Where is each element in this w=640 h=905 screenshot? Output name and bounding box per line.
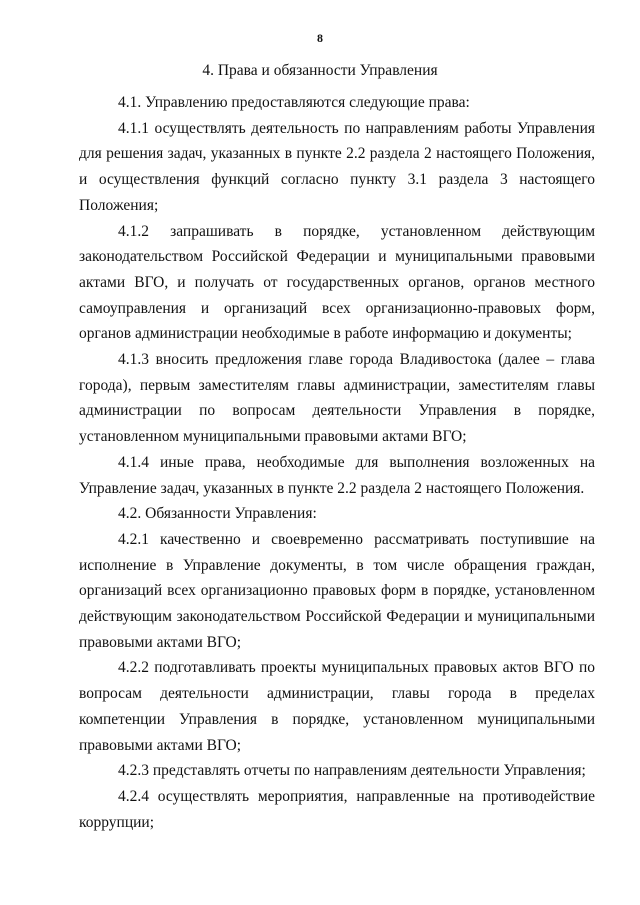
- paragraph-4-1-1: 4.1.1 осуществлять деятельность по направлениям работы Управления для решения задач, указанных в пункте 2.2 раздела 2 настоящего Положения, и осуществления функций согласно пункту 3.1 раздела 3 настоящего Положения;: [79, 119, 595, 214]
- paragraph-4-2: 4.2. Обязанности Управления:: [118, 505, 317, 523]
- document-body: [79, 90, 595, 835]
- paragraph-4-1: 4.1. Управлению предоставляются следующие права:: [118, 94, 470, 111]
- paragraph-4-1-4: 4.1.4 иные права, необходимые для выполнения возложенных на Управление задач, указанных в пункте 2.2 раздела 2 настоящего Положения.: [79, 453, 595, 497]
- paragraph-4-1-3: 4.1.3 вносить предложения главе города Владивостока (далее – глава города), первым заместителям главы администрации, заместителям главы администрации по вопросам деятельности Управления в порядке, установленном муниципальными правовыми актами ВГО;: [79, 351, 595, 446]
- paragraph-4-2-2: 4.2.2 подготавливать проекты муниципальных правовых актов ВГО по вопросам деятельности администрации, главы города в пределах компетенции Управления в порядке, установленном муниципальными правовыми актами ВГО;: [79, 659, 595, 754]
- paragraph-4-2-1: 4.2.1 качественно и своевременно рассматривать поступившие на исполнение в Управление документы, в том числе обращения граждан, организаций всех организационно правовых форм в порядке, установленном действующим законодательством Российской Федерации и муниципальными правовыми актами ВГО;: [79, 530, 595, 651]
- paragraph-4-2-4: 4.2.4 осуществлять мероприятия, направленные на противодействие коррупции;: [79, 787, 595, 831]
- section-title: 4. Права и обязанности Управления: [202, 62, 438, 79]
- page-number: 8: [317, 31, 323, 45]
- paragraph-4-2-3: 4.2.3 представлять отчеты по направлениям деятельности Управления;: [118, 762, 586, 780]
- paragraph-4-1-2: 4.1.2 запрашивать в порядке, установленном действующим законодательством Российской Федерации и муниципальными правовыми актами ВГО, и получать от государственных органов, органов местного самоуправления и организаций всех организационно-правовых форм, органов администрации необходимые в работе информацию и документы;: [79, 222, 595, 343]
